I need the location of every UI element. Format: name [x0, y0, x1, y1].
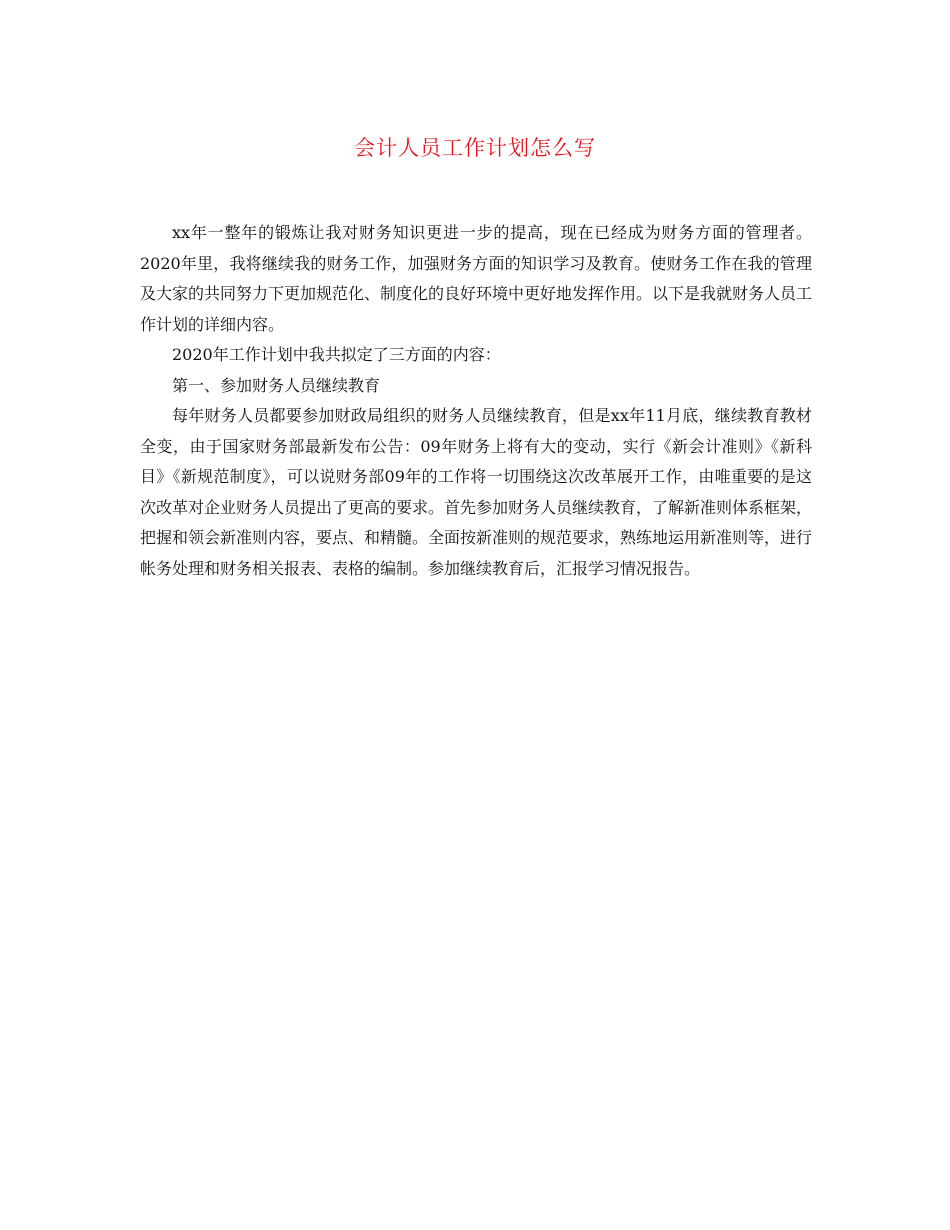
document-body: [140, 218, 812, 584]
document-title: 会计人员工作计划怎么写: [354, 136, 596, 160]
paragraph-intro: xx年一整年的锻炼让我对财务知识更进一步的提高，现在已经成为财务方面的管理者。2020年里，我将继续我的财务工作，加强财务方面的知识学习及教育。使财务工作在我的管理及大家的共同努力下更加规范化、制度化的良好环境中更好地发挥作用。以下是我就财务人员工作计划的详细内容。: [140, 223, 813, 334]
paragraph-continuing-education: 每年财务人员都要参加财政局组织的财务人员继续教育，但是xx年11月底，继续教育教材全变，由于国家财务部最新发布公告：09年财务上将有大的变动，实行《新会计准则》《新科目》《新规范制度》，可以说财务部09年的工作将一切围绕这次改革展开工作，由唯重要的是这次改革对企业财务人员提出了更高的要求。首先参加财务人员继续教育，了解新准则体系框架，把握和领会新准则内容，要点、和精髓。全面按新准则的规范要求，熟练地运用新准则等，进行帐务处理和财务相关报表、表格的编制。参加继续教育后，汇报学习情况报告。: [140, 406, 813, 578]
paragraph-plan-summary: 2020年工作计划中我共拟定了三方面的内容：: [172, 345, 501, 364]
paragraph-section-heading: 第一、参加财务人员继续教育: [172, 375, 381, 395]
